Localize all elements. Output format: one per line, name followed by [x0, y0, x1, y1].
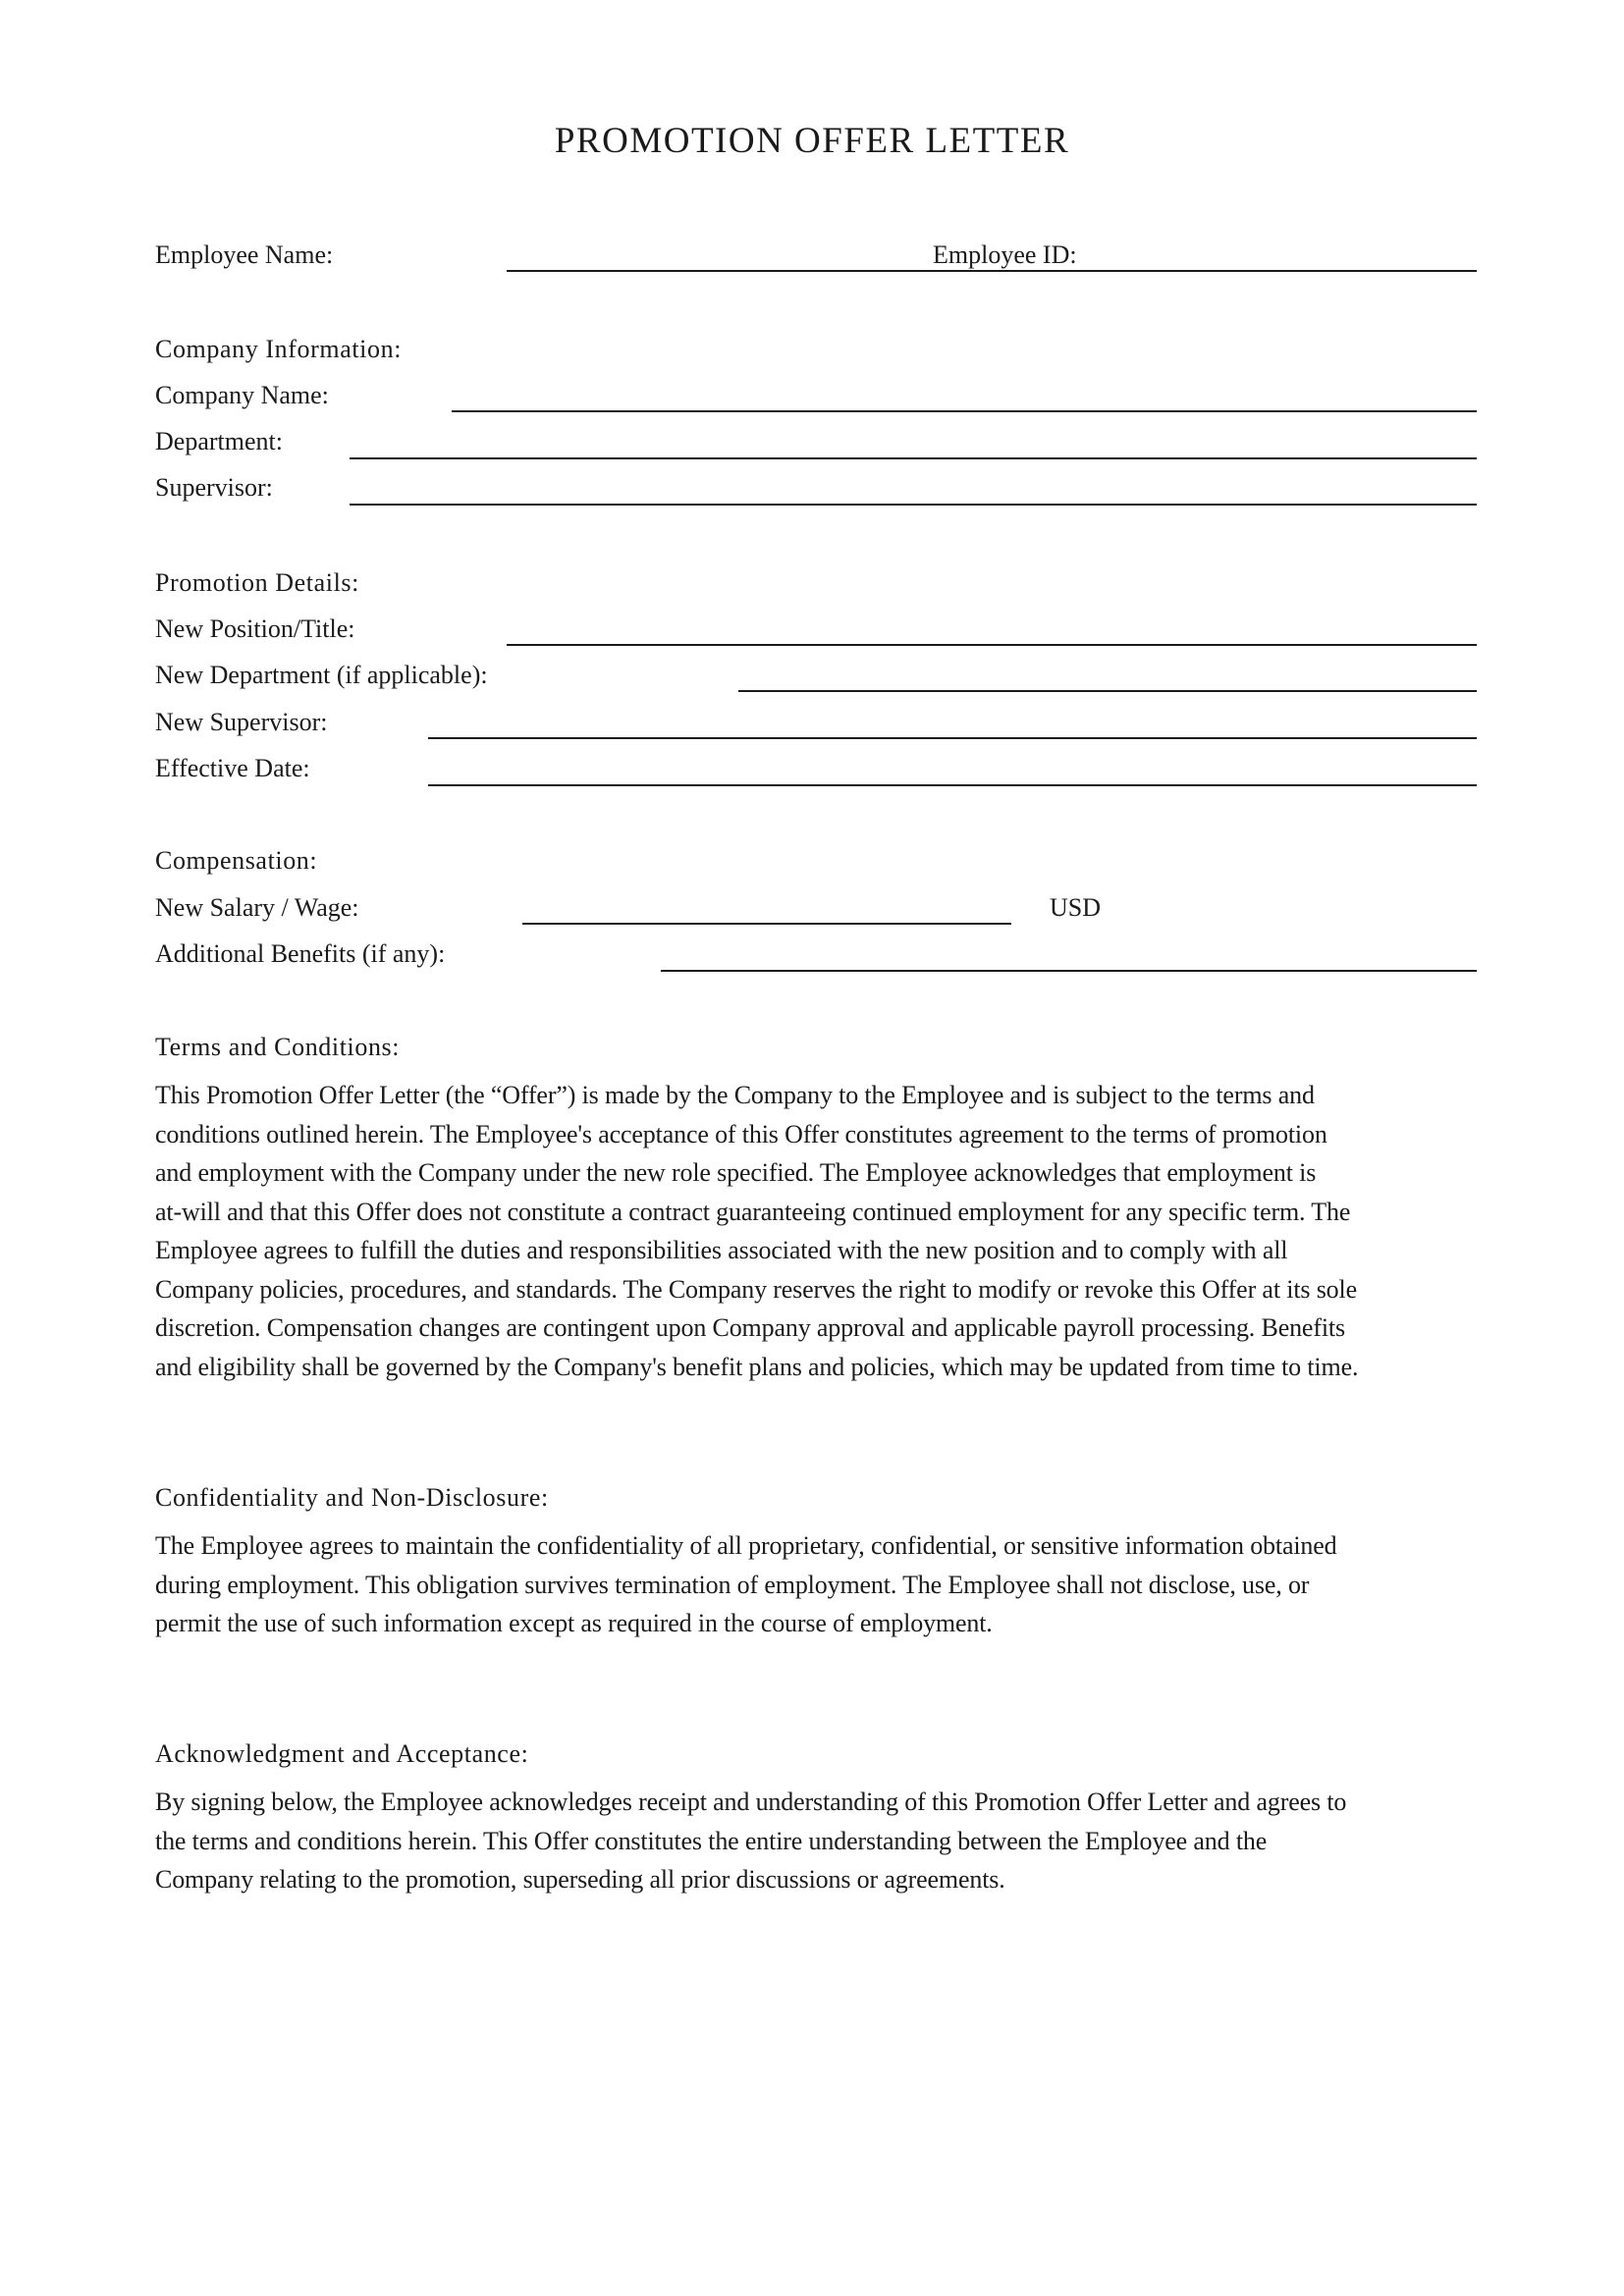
terms-line: at-will and that this Offer does not constitute a contract guaranteeing continued employment for any specific term. The — [155, 1197, 1351, 1226]
new-position-field[interactable] — [507, 644, 1477, 646]
currency-label: USD — [1050, 893, 1102, 922]
terms-line: Employee agrees to fulfill the duties and responsibilities associated with the new position and to comply with all — [155, 1236, 1288, 1264]
confidentiality-line: permit the use of such information except as required in the course of employment. — [155, 1609, 993, 1637]
benefits-field[interactable] — [661, 970, 1477, 972]
acknowledgment-line: Company relating to the promotion, superseding all prior discussions or agreements. — [155, 1865, 1005, 1894]
terms-line: and employment with the Company under the new role specified. The Employee acknowledges that employment is — [155, 1158, 1317, 1187]
acknowledgment-paragraph — [155, 1783, 1481, 1899]
department-field[interactable] — [350, 457, 1477, 459]
promotion-details-heading: Promotion Details: — [155, 568, 359, 597]
terms-line: conditions outlined herein. The Employee's acceptance of this Offer constitutes agreement to the terms of promotion — [155, 1119, 1327, 1148]
department-label: Department: — [155, 427, 283, 455]
terms-line: and eligibility shall be governed by the Company's benefit plans and policies, which may be updated from time to time. — [155, 1352, 1359, 1381]
confidentiality-line: during employment. This obligation survives termination of employment. The Employee shall not disclose, use, or — [155, 1570, 1310, 1599]
acknowledgment-heading: Acknowledgment and Acceptance: — [155, 1739, 529, 1768]
new-department-field[interactable] — [738, 690, 1477, 692]
terms-paragraph — [155, 1076, 1481, 1386]
terms-line: This Promotion Offer Letter (the “Offer”) is made by the Company to the Employee and is subject to the terms and — [155, 1081, 1315, 1109]
benefits-label: Additional Benefits (if any): — [155, 939, 446, 968]
employee-id-label: Employee ID: — [933, 240, 1077, 269]
acknowledgment-line: the terms and conditions herein. This Offer constitutes the entire understanding between the Employee and the — [155, 1826, 1268, 1855]
confidentiality-heading: Confidentiality and Non-Disclosure: — [155, 1483, 549, 1512]
terms-line: discretion. Compensation changes are contingent upon Company approval and applicable payroll processing. Benefits — [155, 1313, 1345, 1342]
company-name-field[interactable] — [452, 410, 1477, 412]
compensation-heading: Compensation: — [155, 846, 318, 875]
new-department-label: New Department (if applicable): — [155, 661, 488, 689]
supervisor-field[interactable] — [350, 504, 1477, 506]
company-info-heading: Company Information: — [155, 335, 403, 363]
company-name-label: Company Name: — [155, 381, 329, 409]
terms-line: Company policies, procedures, and standards. The Company reserves the right to modify or revoke this Offer at its sole — [155, 1274, 1357, 1304]
salary-field[interactable] — [522, 923, 1011, 925]
new-position-label: New Position/Title: — [155, 614, 355, 643]
effective-date-label: Effective Date: — [155, 754, 310, 782]
employee-name-label: Employee Name: — [155, 240, 334, 269]
new-supervisor-label: New Supervisor: — [155, 708, 328, 736]
confidentiality-paragraph — [155, 1526, 1481, 1643]
new-supervisor-field[interactable] — [428, 737, 1477, 739]
salary-label: New Salary / Wage: — [155, 893, 359, 922]
supervisor-label: Supervisor: — [155, 473, 273, 502]
terms-heading: Terms and Conditions: — [155, 1033, 401, 1061]
confidentiality-line: The Employee agrees to maintain the confidentiality of all proprietary, confidential, or sensitive information obtained — [155, 1531, 1337, 1560]
document-title: PROMOTION OFFER LETTER — [554, 121, 1070, 161]
acknowledgment-line: By signing below, the Employee acknowledges receipt and understanding of this Promotion Offer Letter and agrees to — [155, 1788, 1347, 1816]
effective-date-field[interactable] — [428, 784, 1477, 786]
